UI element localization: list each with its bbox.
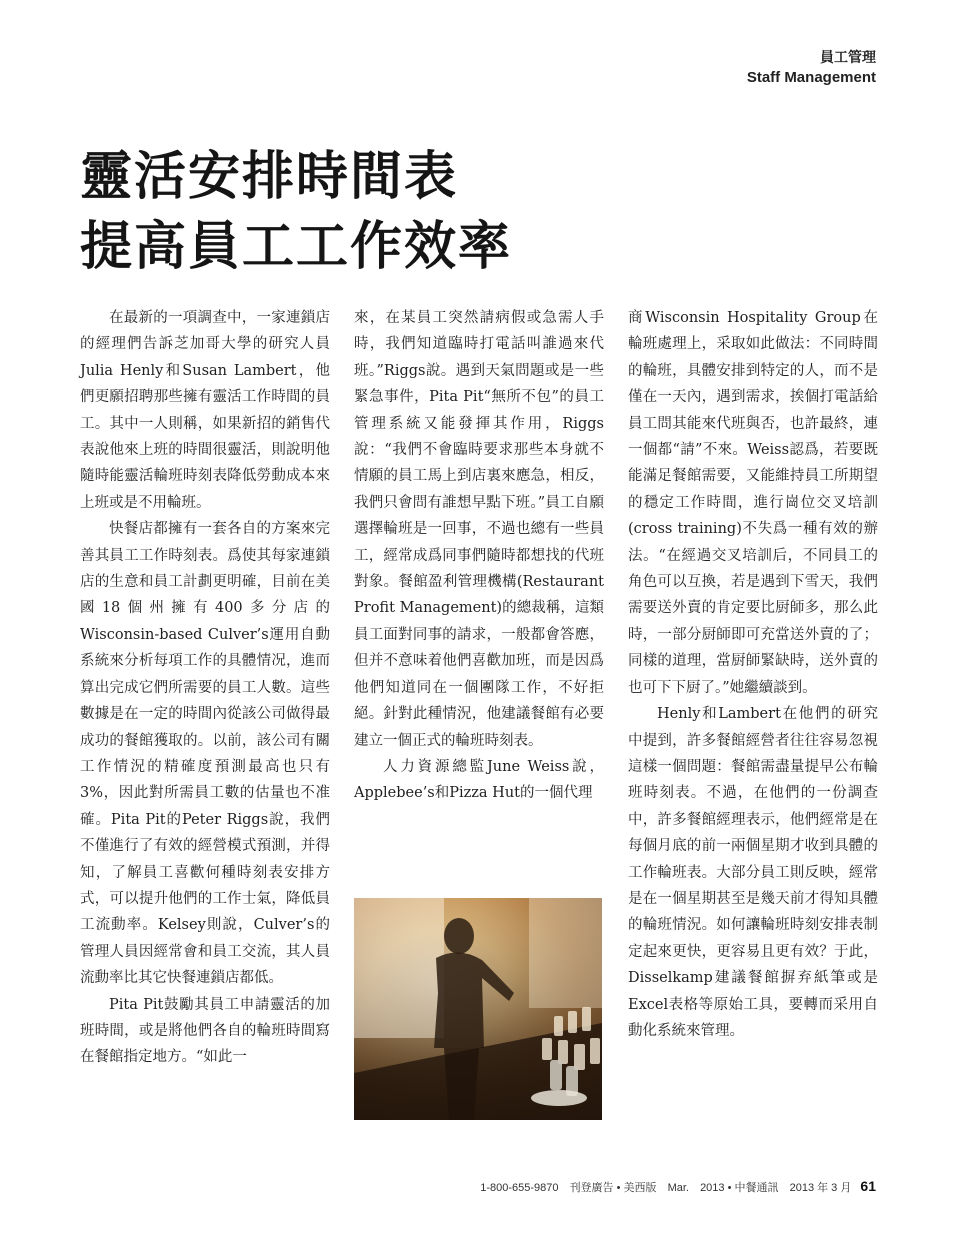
title-line-2: 提高員工工作效率 — [80, 216, 513, 277]
footer-ad-text: 刊登廣告 • 美西版 — [569, 1182, 657, 1194]
article-column-3 — [628, 305, 878, 1044]
paragraph: 商Wisconsin Hospitality Group在輪班處理上，采取如此做法：不同時間的輪班，具體安排到特定的人，而不是僅在一天內，遇到需求，挨個打電話給員工問其能來代班與否，也許最終，連一個都“請”不來。Weiss認爲，若要既能滿足餐館需要，又能維持員工所期望的穩定工作時間，進行崗位交叉培訓(cross training)不失爲一種有效的辦法。“在經過交叉培訓后，不同員工的角色可以互換，若是遇到下雪天，我們需要送外賣的肯定要比厨師多，那么此時，一部分厨師即可充當送外賣的了；同樣的道理，當厨師緊缺時，送外賣的也可下下厨了。”她繼續談到。 — [628, 310, 878, 696]
paragraph: Pita Pit鼓勵其員工申請靈活的加班時間，或是將他們各自的輪班時間寫在餐館指定地方。“如此一 — [80, 996, 330, 1066]
footer-date: 2013 年 3 月 — [789, 1182, 852, 1194]
article-column-1 — [80, 305, 330, 1071]
article-column-2 — [354, 305, 604, 807]
footer-bullet: • — [727, 1182, 732, 1194]
paragraph: 來，在某員工突然請病假或急需人手時，我們知道臨時打電話叫誰過來代班。”Riggs說。遇到天氣問題或是一些緊急事件，Pita Pit“無所不包”的員工管理系統又能發揮其作用，Riggs說：“我們不會臨時要求那些本身就不情願的員工馬上到店裏來應急，相反，我們只會問有誰想早點下班。”員工自願選擇輪班是一回事，不過也總有一些員工，經常成爲同事們隨時都想找的代班對象。餐館盈利管理機構(Restaurant Profit Management)的總裁稱，這類員工面對同事的請求，一般都會答應，但并不意味着他們喜歡加班，而是因爲他們知道同在一個團隊工作，不好拒絕。針對此種情況，他建議餐館有必要建立一個正式的輪班時刻表。 — [354, 310, 604, 749]
paragraph: 在最新的一項調查中，一家連鎖店的經理們告訴芝加哥大學的研究人員Julia Henly和Susan Lambert，他們更願招聘那些擁有靈活工作時間的員工。其中一人則稱，如果新招的銷售代表說他來上班的時間很靈活，則說明他隨時能靈活輪班時刻表降低勞動成本來上班或是不用輪班。 — [80, 310, 330, 511]
section-header — [747, 48, 876, 88]
article-title — [80, 142, 512, 282]
section-title-zh: 員工管理 — [820, 50, 876, 66]
page-footer — [480, 1178, 876, 1195]
paragraph: 人力資源總監June Weiss說，Applebee’s和Pizza Hut的一個代理 — [354, 758, 604, 802]
paragraph: 快餐店都擁有一套各自的方案來完善其員工工作時刻表。爲使其每家連鎖店的生意和員工計劃更明確，目前在美國18個州擁有400多分店的Wisconsin-based Culver’s運用自動系統來分析每項工作的具體情况，進而算出完成它們所需要的員工人數。這些數據是在一定的時間內從該公司做得最成功的餐館獲取的。以前，該公司有關工作情況的精確度預測最高也只有3%，因此對所需員工數的估量也不准確。Pita Pit的Peter Riggs說，我們不僅進行了有效的經營模式預測，并得知，了解員工喜歡何種時刻表安排方式，可以提升他們的工作士氣，降低員工流動率。Kelsey則說，Culver’s的管理人員因經常會和員工交流，其人員流動率比其它快餐連鎖店都低。 — [80, 521, 330, 987]
paragraph: Henly和Lambert在他們的研究中提到，許多餐館經營者往往容易忽視這樣一個問題：餐館需盡量提早公布輪班時刻表。不過，在他們的一份調查中，許多餐館經理表示，他們經常是在每個月底的前一兩個星期才收到具體的工作輪班表。大部分員工則反映，經常是在一個星期甚至是幾天前才得知具體的輪班情況。如何讓輪班時刻安排表制定起來更快，更容易且更有效？于此，Disselkamp建議餐館摒弃紙筆或是Excel表格等原始工具，要轉而采用自動化系統來管理。 — [628, 706, 878, 1039]
restaurant-photo — [354, 898, 602, 1120]
footer-magazine: 中餐通訊 — [734, 1182, 779, 1194]
page-number: 61 — [860, 1178, 876, 1194]
footer-month: Mar. — [667, 1182, 689, 1194]
footer-year: 2013 — [700, 1182, 725, 1194]
footer-phone: 1-800-655-9870 — [480, 1182, 559, 1194]
title-line-1: 靈活安排時間表 — [80, 146, 459, 207]
section-title-en: Staff Management — [746, 69, 876, 86]
